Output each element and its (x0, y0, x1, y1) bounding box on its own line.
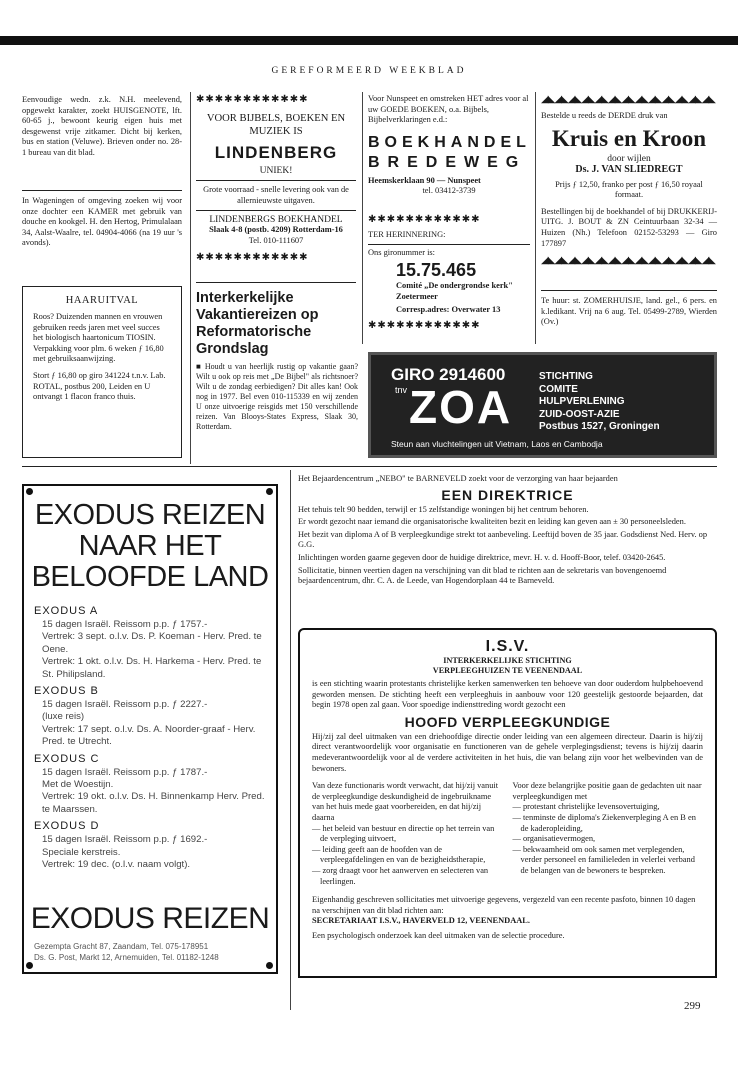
exodus-trip-line: Vertrek: 17 sept. o.l.v. Ds. A. Noorder-graaf - Herv. Pred. te Utrecht. (42, 723, 256, 748)
ad-door: door wijlen (607, 153, 651, 164)
ad-prijs: Prijs ƒ 12,50, franko per post ƒ 16,50 royaal formaat. (555, 179, 703, 200)
ad-name: LINDENBERG (214, 143, 338, 162)
corner-dot (26, 962, 33, 969)
isv-p1: Hij/zij zal deel uitmaken van een driehoofdige directie onder leiding van een algemeen directeur. Daarin is hij/zij direct verantwoordelijk voor organisatie en functioneren van de gehele verplegingsdienst; tevens is hij/zij daarin medeverantwoordelijk voor al de verdere activiteiten in het huis, die van belang zijn voor het welbevinden van de bewoners. (312, 731, 703, 773)
top-black-band (0, 36, 738, 45)
exodus-trip-name: EXODUS D (34, 820, 100, 833)
nebo-ad (298, 474, 717, 587)
zoa-hulp: HULPVERLENING (539, 396, 625, 407)
nebo-p2: Er wordt gezocht naar iemand die organisatorische kwaliteiten bezit en leiding kan geven aan ± 30 personeelsleden. (298, 517, 686, 527)
zoa-tagline: Steun aan vluchtelingen uit Vietnam, Laos en Cambodja (391, 439, 603, 449)
vakantiereizen-title: Interkerkelijke Vakantiereizen op Reformatorische Grondslag (196, 290, 319, 357)
exodus-trip-line: Met de Woestijn. (42, 779, 114, 791)
zigzag-border: ◢◣◢◣◢◣◢◣◢◣◢◣◢◣◢◣◢◣◢◣◢◣◢◣◢◣ (541, 94, 715, 105)
isv-title: I.S.V. (485, 638, 530, 655)
nebo-p3: Het bezit van diploma A of B verpleegkundige strekt tot aanbeveling. Leeftijd boven de 35 jaar. Godsdienst Ned. Herv. op G.G. (298, 529, 708, 550)
haaruitval-ad (22, 286, 182, 458)
isv-left-col (312, 781, 503, 887)
ad-corresp: Corresp.adres: Overwater 13 (396, 305, 501, 315)
ad-tel: Tel. 010-111607 (248, 235, 304, 245)
ad-address: Slaak 4-8 (postb. 4209) Rotterdam-16 (209, 225, 343, 235)
ad-voorraad: Grote voorraad - snelle levering ook van de allernieuwste uitgaven. (203, 185, 349, 205)
divider (368, 244, 530, 245)
exodus-trip-list (34, 605, 268, 872)
exodus-trip-line: 15 dagen Israël. Reissom p.p. ƒ 2227.- (42, 699, 208, 711)
exodus-trip-line: Vertrek: 3 sept. o.l.v. Ds. P. Koeman - Herv. Pred. te Oene. (42, 631, 262, 655)
ad-line-2: BREDEWEG (368, 153, 527, 171)
isv-intro: is een stichting waarin protestants christelijke kerken samenwerken ten behoeve van door ouderdom hulpbehoevend geworden mensen. De stichting heeft een verpleeghuis in aanbouw voor 120 geestelijk gestoorde bejaarden, dat begin 1978 open zal gaan. Voor spoedige indiensttreding wordt gezocht een (312, 679, 703, 710)
ad-intro: Voor Nunspeet en omstreken HET adres voor al uw GOEDE BOEKEN, o.a. Bijbels, Bijbelverklaringen e.d.: (368, 94, 529, 125)
divider (196, 180, 356, 181)
isv-list-item: — bekwaamheid om ook samen met verplegenden, verder personeel en familieleden in velerlei verband de belangen van de bewoners te bespreken. (512, 844, 695, 875)
lindenberg-ad (196, 94, 356, 264)
isv-ad (298, 628, 717, 978)
zoa-postbus: Postbus 1527, Groningen (539, 421, 660, 432)
vakantiereizen-body: ■ Houdt u van heerlijk rustig op vakantie gaan? Wilt u ook op reis met „De Bijbel" als richtsnoer? Wilt u de zondag eerbiedigen? Dit alles kan! Ook nog in 1977. Bel even 010-115339 en wij zenden U onze uitvoerige reisgids met 150 verschillende reizen. Van Blooys-States Express, Slaak 30, Rotterdam. (196, 362, 358, 431)
zoa-org (539, 371, 709, 434)
ad-tel: tel. 03412-3739 (422, 186, 476, 196)
classified-kamer: In Wageningen of omgeving zoeken wij voor onze dochter een KAMER met gebruik van douche en kookgel. H. den Hertog, Primulalaan 34, Aalst-Waalre, tel. 04904-4066 (na 19 uur 's avonds). (22, 196, 182, 248)
page-number: 299 (684, 1000, 701, 1012)
ad-herinnering: TER HERINNERING: (368, 230, 446, 239)
ad-line: VOOR BIJBELS, BOEKEN EN MUZIEK IS (206, 113, 346, 137)
isv-left-intro: Van deze functionaris wordt verwacht, dat hij/zij vanuit de verpleegkundige deskundigheid de ingebruikname van het huis mede gaat voorbereiden, en dat hij/zij daarna (312, 781, 499, 822)
ad-body-2: Stort ƒ 16,80 op giro 341224 t.n.v. Lab. ROTAL, postbus 200, Leiden en U ontvangt 1 flacon franco thuis. (33, 370, 166, 402)
exodus-trip-line: Speciale kerstreis. (42, 846, 121, 858)
corner-dot (26, 488, 33, 495)
ad-giro-label: Ons gironummer is: (368, 247, 435, 257)
ad-author: Ds. J. VAN SLIEDREGT (575, 163, 683, 175)
isv-list-item: — protestant christelijke levensovertuiging, (512, 802, 660, 812)
zoa-tnv: tnv (395, 385, 408, 395)
exodus-trip-line: Vertrek: 19 okt. o.l.v. Ds. H. Binnenkamp Herv. Pred. te Maarssen. (42, 791, 265, 815)
isv-sub1: INTERKERKELIJKE STICHTING (443, 656, 572, 665)
isv-list-item: — het beleid van bestuur en directie op het terrein van de verpleging uitvoert, (312, 823, 495, 844)
isv-right-list (513, 802, 704, 876)
exodus-trip-line: Vertrek: 19 dec. (o.l.v. naam volgt). (42, 859, 191, 871)
exodus-trip-line: 15 dagen Israël. Reissom p.p. ƒ 1787.- (42, 766, 208, 778)
zoa-comite: COMITE (539, 383, 578, 395)
exodus-trip-name: EXODUS C (34, 752, 100, 765)
isv-list-item: — tenminste de diploma's Ziekenverpleging A en B en de kaderopleiding, (512, 812, 696, 833)
ad-comite: Comité „De ondergrondse kerk" Zoetermeer (396, 281, 513, 301)
exodus-trip-name: EXODUS B (34, 685, 99, 698)
star-border: ✱✱✱✱✱✱✱✱✱✱✱✱ (196, 94, 309, 105)
divider (196, 282, 356, 283)
exodus-title: EXODUS REIZEN NAAR HET BELOOFDE LAND (31, 499, 269, 593)
page-header: GEREFORMEERD WEEKBLAD (271, 66, 467, 76)
bredeweg-ad (368, 94, 530, 197)
star-border: ✱✱✱✱✱✱✱✱✱✱✱✱ (368, 319, 481, 331)
classified-huisgenote: Eenvoudige wedn. z.k. N.H. meelevend, opgewekt karakter, zoekt HUISGENOTE, lft. 60-65 j., bewoont keurig eigen huis met desgewenst vrije zitkamer. Dicht bij kerken, bus en station (Veluwe). Brieven onder no. 28-1 bureau van dit blad. (22, 95, 182, 157)
isv-left-list (312, 824, 503, 888)
corner-dot (266, 962, 273, 969)
isv-outro: Eigenhandig geschreven sollicitaties met uitvoerige gegevens, vergezeld van een recente pasfoto, binnen 10 dagen na verschijnen van dit blad richten aan: (312, 895, 696, 915)
exodus-trip-line: Vertrek: 1 okt. o.l.v. Ds. H. Harkema - Herv. Pred. te St. Philipsland. (42, 656, 262, 680)
isv-address: SECRETARIAAT I.S.V., HAVERVELD 12, VEENENDAAL. (312, 916, 530, 926)
star-border: ✱✱✱✱✱✱✱✱✱✱✱✱ (368, 214, 481, 225)
isv-list-item: — organisatievermogen, (512, 834, 596, 844)
nebo-title: EEN DIREKTRICE (441, 486, 574, 503)
column-divider (290, 470, 291, 1010)
ad-giro: 15.75.465 (396, 260, 477, 281)
star-border: ✱✱✱✱✱✱✱✱✱✱✱✱ (196, 252, 309, 264)
exodus-addr1: Gezempta Gracht 87, Zaandam, Tel. 075-178951 (34, 942, 209, 951)
nebo-p5: Sollicitatie, binnen veertien dagen na verschijning van dit blad te richten aan de sekretaris van bovengenoemd bejaardencentrum, dhr. C. A. de Leede, van Hogendorplaan 44 te Barneveld. (298, 565, 667, 586)
kruis-en-kroon-ad (541, 94, 717, 266)
exodus-footer: EXODUS REIZEN (30, 902, 270, 935)
exodus-trip-line: 15 dagen Israël. Reissom p.p. ƒ 1692.- (42, 834, 208, 846)
ad-shop: LINDENBERGS BOEKHANDEL (209, 215, 343, 226)
isv-psych: Een psychologisch onderzoek kan deel uitmaken van de selectie procedure. (312, 930, 565, 940)
zomerhuisje-ad: Te huur: st. ZOMERHUISJE, land. gel., 6 pers. en k.ledikant. Vrij na 6 aug. Tel. 05499-2789, Wierden (Ov.) (541, 296, 717, 327)
isv-columns (312, 781, 703, 887)
divider (196, 210, 356, 211)
isv-right-col (513, 781, 704, 887)
isv-heading: HOOFD VERPLEEGKUNDIGE (404, 713, 611, 730)
exodus-trip-line: 15 dagen Israël. Reissom p.p. ƒ 1757.- (42, 619, 208, 630)
nebo-intro: Het Bejaardencentrum „NEBO" te BARNEVELD zoekt voor de verzorging van haar bejaarden (298, 474, 618, 483)
zoa-stichting: STICHTING (539, 371, 593, 382)
ad-bestel: Bestellingen bij de boekhandel of bij DRUKKERIJ-UITG. J. BOUT & ZN Ceintuurbaan 32-34 — Huizen (Nh.) Telefoon 02152-53293 — Giro 177897 (541, 206, 717, 248)
ad-uniek: UNIEK! (259, 166, 293, 176)
ad-title: HAARUITVAL (65, 295, 139, 306)
zoa-giro: GIRO 2914600 (391, 365, 506, 384)
ad-body: Roos? Duizenden mannen en vrouwen gebruiken reeds jaren met veel succes het biologisch haartonicum TIOSIN. Verpakking voor plm. 6 weken ƒ 16,80 met gebruiksaanwijzing. (33, 312, 164, 364)
ad-intro: Bestelde u reeds de DERDE druk van (541, 111, 668, 120)
isv-list-item: — leiding geeft aan de hoofden van de verpleegafdelingen en van de bezigheidstherapie, (312, 844, 486, 865)
divider (22, 190, 182, 191)
isv-list-item: — zorg draagt voor het aanwerven en selecteren van leerlingen. (312, 865, 489, 886)
divider (541, 290, 717, 291)
book-title: Kruis en Kroon (551, 125, 707, 151)
column-divider (535, 92, 536, 344)
isv-right-intro: Voor deze belangrijke positie gaan de gedachten uit naar verpleegkundigen met (512, 781, 702, 801)
zigzag-border: ◢◣◢◣◢◣◢◣◢◣◢◣◢◣◢◣◢◣◢◣◢◣◢◣◢◣ (541, 255, 715, 267)
nebo-p1: Het tehuis telt 90 bedden, terwijl er 15 zelfstandige woningen bij het centrum behoren. (298, 504, 589, 514)
isv-sub2: VERPLEEGHUIZEN TE VEENENDAAL (432, 665, 583, 675)
ad-address: Heemskerklaan 90 — Nunspeet (368, 175, 481, 185)
zoa-logo: ZOA (409, 381, 513, 433)
nebo-p4: Inlichtingen worden gaarne gegeven door de huidige direktrice, mevr. H. v. d. Hooff-Boor, telef. 03420-2645. (298, 552, 666, 562)
ondergrondse-kerk-ad (368, 214, 530, 332)
zoa-azie: ZUID-OOST-AZIE (539, 408, 620, 420)
column-divider (362, 92, 363, 344)
exodus-addr2: Ds. G. Post, Markt 12, Arnemuiden, Tel. 01182-1248 (34, 953, 219, 962)
column-divider (190, 92, 191, 464)
zoa-banner (368, 352, 717, 458)
exodus-reizen-ad (22, 484, 278, 974)
section-divider (22, 466, 717, 467)
exodus-trip-line: (luxe reis) (42, 711, 85, 723)
ad-line-1: BOEKHANDEL (368, 133, 531, 151)
exodus-trip-name: EXODUS A (34, 605, 99, 617)
corner-dot (266, 488, 273, 495)
